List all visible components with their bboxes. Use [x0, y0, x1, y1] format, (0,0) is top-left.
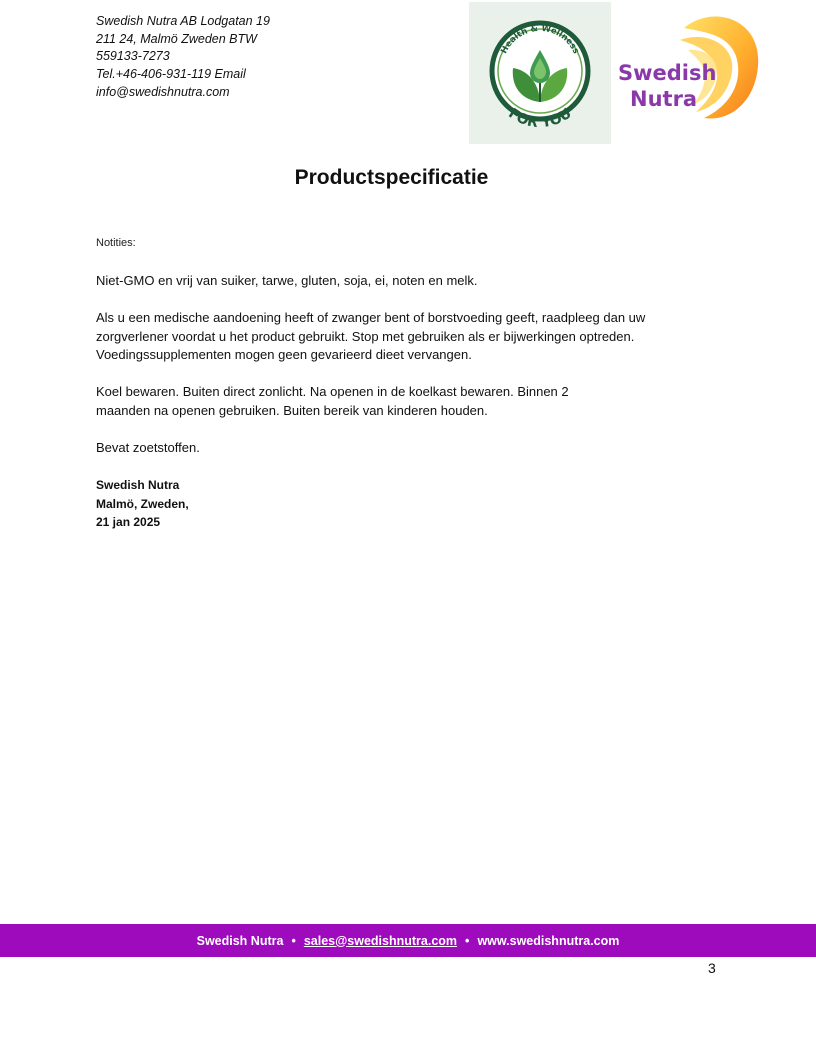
signature-company: Swedish Nutra — [96, 478, 180, 492]
paragraph-ingredients: Niet-GMO en vrij van suiker, tarwe, gluten, soja, ei, noten en melk. — [96, 273, 478, 288]
page-title: Productspecificatie — [294, 166, 489, 189]
address-line: 559133-7273 — [96, 49, 170, 64]
address-line: Swedish Nutra AB Lodgatan 19 — [96, 14, 270, 28]
paragraph-sweeteners: Bevat zoetstoffen. — [96, 439, 200, 455]
footer-separator: • — [291, 933, 296, 948]
footer-bar — [0, 924, 816, 957]
signature-location: Malmö, Zweden, — [96, 496, 189, 511]
signature-block — [96, 476, 189, 532]
address-line: 211 24, Malmö Zweden BTW — [96, 31, 257, 46]
footer-website[interactable]: www.swedishnutra.com — [477, 933, 620, 948]
paragraph-storage: Koel bewaren. Buiten direct zonlicht. Na openen in de koelkast bewaren. Binnen 2 maanden na openen gebruiken. Buiten bereik van kinderen houden. — [96, 384, 569, 418]
footer-email-link[interactable]: sales@swedishnutra.com — [303, 933, 458, 948]
signature-date: 21 jan 2025 — [96, 515, 161, 529]
badge-bottom-text: FOR YOU — [505, 105, 575, 132]
company-address — [96, 13, 270, 102]
health-wellness-logo — [469, 2, 611, 144]
page-number: 3 — [708, 960, 716, 976]
brand-line-2: Nutra — [630, 87, 698, 111]
footer-separator: • — [465, 933, 470, 948]
swedish-nutra-logo — [612, 10, 764, 130]
brand-line-1: Swedish — [618, 61, 717, 85]
footer-company: Swedish Nutra — [196, 933, 284, 948]
notes-body — [96, 272, 716, 476]
paragraph-medical-warning: Als u een medische aandoening heeft of zwanger bent of borstvoeding geeft, raadpleeg dan uw zorgverlener voordat u het product gebruikt. Stop met gebruiken als er bijwerkingen optreden. Voedingssupplementen mogen geen gevarieerd dieet vervangen. — [96, 310, 646, 362]
address-line: Tel.+46-406-931-119 Email — [96, 67, 246, 82]
notes-label: Notities: — [96, 237, 136, 249]
address-line: info@swedishnutra.com — [96, 84, 230, 99]
badge-top-text: Health & Wellness — [499, 23, 581, 56]
